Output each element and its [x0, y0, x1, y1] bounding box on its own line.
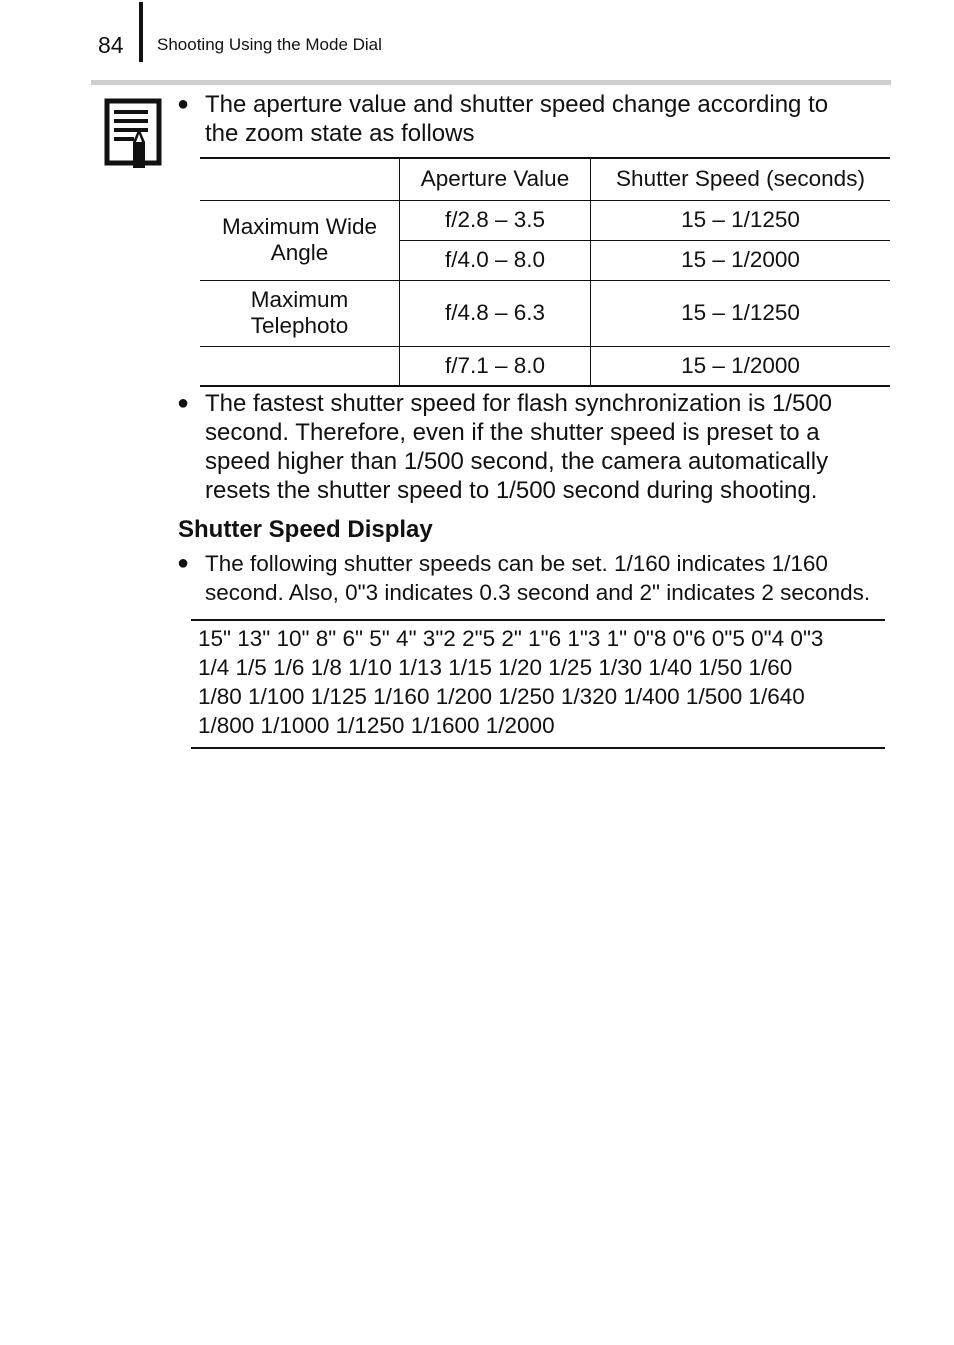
zoom-label-line: Maximum Wide	[221, 214, 378, 239]
table-cell-shutter: 15 – 1/1250	[591, 280, 891, 346]
table-cell-zoom	[200, 200, 400, 280]
aperture-shutter-table	[200, 157, 890, 387]
bullet-line: second. Therefore, even if the shutter speed is preset to a	[205, 419, 820, 446]
bullet-icon: ●	[177, 552, 190, 574]
section-heading: Shutter Speed Display	[178, 516, 433, 543]
shutter-speed-line: 1/80 1/100 1/125 1/160 1/200 1/250 1/320 1/400 1/500 1/640	[198, 684, 805, 709]
table-header-cell: Shutter Speed (seconds)	[591, 158, 891, 200]
bullet-line: The aperture value and shutter speed change according to	[205, 91, 829, 118]
note-icon	[104, 98, 162, 174]
table-cell-aperture: f/7.1 – 8.0	[400, 346, 591, 386]
shutter-speed-line: 1/4 1/5 1/6 1/8 1/10 1/13 1/15 1/20 1/25 1/30 1/40 1/50 1/60	[198, 655, 793, 680]
bullet-text	[205, 549, 870, 607]
bullet-line: The following shutter speeds can be set. 1/160 indicates 1/160	[205, 551, 828, 576]
table-cell-shutter: 15 – 1/2000	[591, 240, 891, 280]
table-cell-shutter: 15 – 1/2000	[591, 346, 891, 386]
bullet-line: The fastest shutter speed for flash synchronization is 1/500	[205, 390, 833, 417]
zoom-label-line: Maximum	[250, 287, 349, 312]
table-cell-shutter: 15 – 1/1250	[591, 200, 891, 240]
table-header-cell	[200, 158, 400, 200]
shutter-speed-line: 1/800 1/1000 1/1250 1/1600 1/2000	[198, 713, 555, 738]
bullet-text	[205, 90, 828, 148]
bullet-icon: ●	[177, 392, 190, 414]
table-cell-aperture: f/2.8 – 3.5	[400, 200, 591, 240]
bullet-icon: ●	[177, 93, 190, 115]
bullet-line: second. Also, 0"3 indicates 0.3 second and 2" indicates 2 seconds.	[205, 580, 871, 605]
table-row	[200, 346, 890, 386]
header-rule	[91, 80, 891, 85]
zoom-label-line: Angle	[270, 240, 329, 265]
table-header-cell: Aperture Value	[400, 158, 591, 200]
bullet-line: speed higher than 1/500 second, the camera automatically	[205, 448, 829, 475]
shutter-speed-line: 15" 13" 10" 8" 6" 5" 4" 3"2 2"5 2" 1"6 1"3 1" 0"8 0"6 0"5 0"4 0"3	[198, 626, 824, 651]
zoom-label-line: Telephoto	[250, 313, 349, 338]
table-cell-zoom	[200, 280, 400, 346]
table-row	[200, 280, 890, 346]
page-number: 84	[98, 32, 124, 58]
header-divider-bar	[139, 2, 143, 62]
table-cell-zoom	[200, 346, 400, 386]
bullet-line: the zoom state as follows	[205, 120, 475, 147]
bullet-text	[205, 389, 832, 505]
section-title: Shooting Using the Mode Dial	[157, 35, 382, 54]
table-cell-aperture: f/4.8 – 6.3	[400, 280, 591, 346]
table-cell-aperture: f/4.0 – 8.0	[400, 240, 591, 280]
bullet-line: resets the shutter speed to 1/500 second during shooting.	[205, 477, 818, 504]
table-header-row	[200, 158, 890, 200]
table-row	[200, 200, 890, 240]
shutter-speed-list	[191, 619, 885, 749]
